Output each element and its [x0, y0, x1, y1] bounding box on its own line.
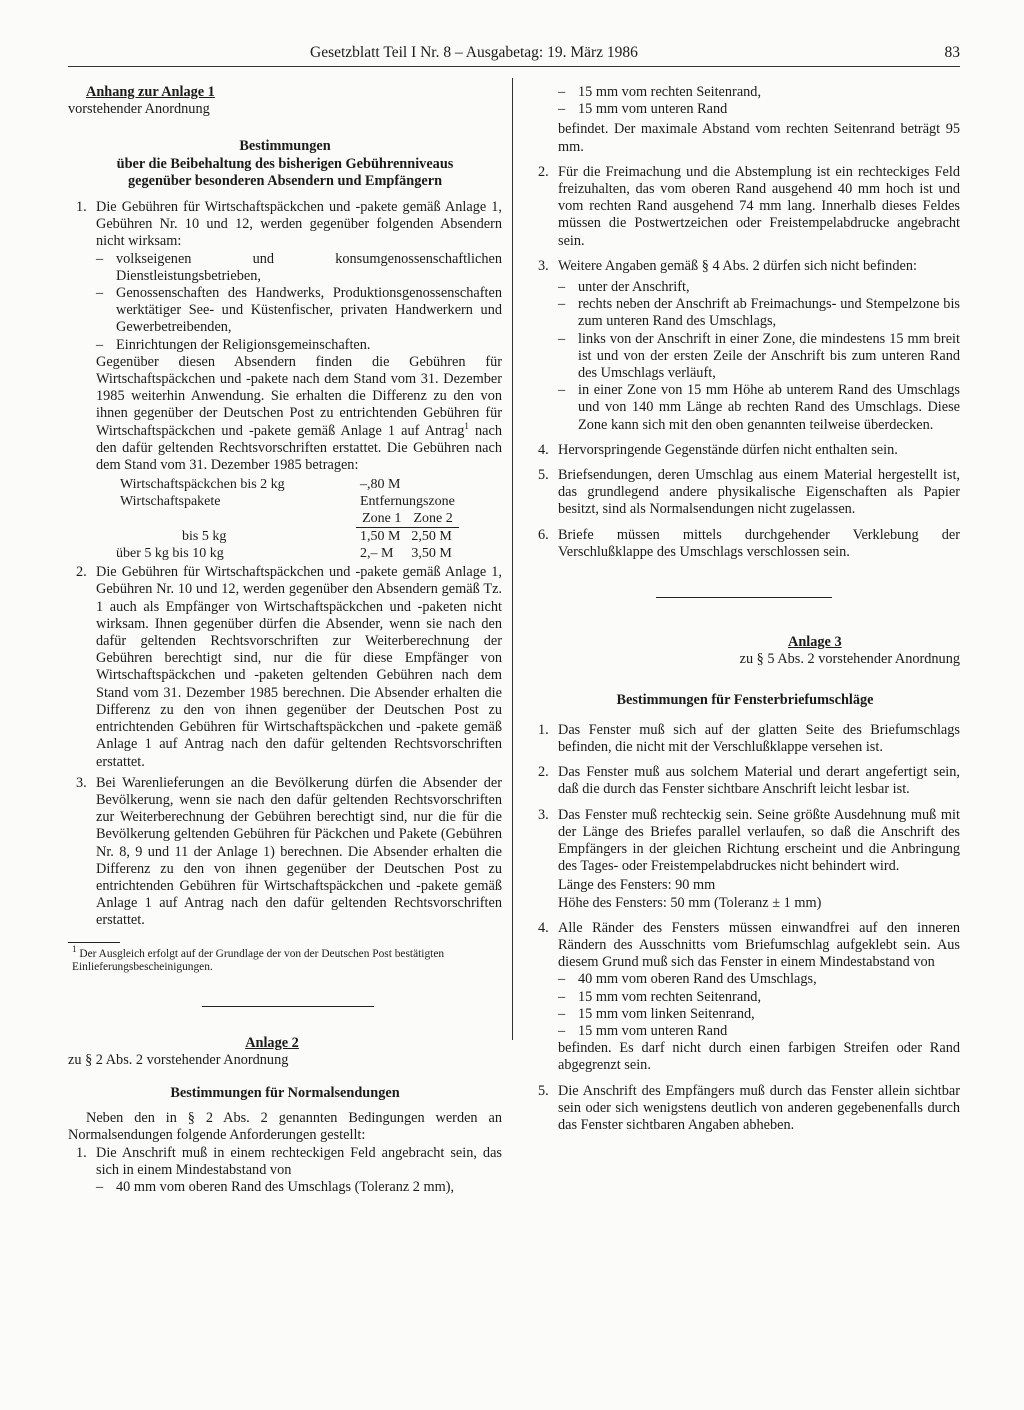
- section-separator: [202, 1006, 374, 1007]
- header-rule: [68, 66, 960, 67]
- left-column: [68, 84, 502, 1196]
- list-item: 3. Bei Warenlieferungen an die Bevölkerung dürfen die Absender der Bevölkerung, wenn sie nach den dafür geltenden Rechtsvorschriften zur Weiterberechnung der Gebühren berechtigt sind, nur die für die Bevölkerung geltenden Gebühren für Päckchen und Pakete (Gebühren Nr. 8, 9 und 11 der Anlage 1) berechnen. Die Absender erhalten die Differenz zu den von ihnen gegenüber der Deutschen Post zu entrichtenden Gebühren für Wirtschaftspäckchen und -pakete gemäß Anlage 1 auf Antrag nach den dafür geltenden Rechtsvorschriften erstattet.: [76, 774, 502, 929]
- table-row: [116, 493, 459, 510]
- dash-item: – unter der Anschrift,: [558, 279, 690, 296]
- page-header: [310, 44, 960, 68]
- table-cell: bis 5 kg: [182, 529, 227, 545]
- list-item: 2. Die Gebühren für Wirtschaftspäckchen und -pakete gemäß Anlage 1, Gebühren Nr. 10 und 12, werden gegenüber den Absendern gemäß Tz. 1 auch als Empfänger von Wirtschaftspäckchen und -paketen nicht wirksam. Ihnen gegenüber dürfen die Absender, wenn sie nach den dafür geltenden Rechtsvorschriften zur Weiterberechnung der Gebühren berechtigt sind, nur die für diese Empfänger von Wirtschaftspäckchen und -paketen geltenden Gebühren nach dem Stand vom 31. Dezember 1985 berechnen. Die Absender erhalten die Differenz zu den von ihnen gegenüber der Deutschen Post zu entrichtenden Gebühren für Wirtschaftspäckchen und -pakete gemäß Anlage 1 auf Antrag nach den dafür geltenden Rechtsvorschriften erstattet.: [76, 564, 502, 770]
- anlage2-heading: Bestimmungen für Normalsendungen: [170, 1084, 400, 1101]
- footnote-rule: [68, 942, 120, 943]
- anlage2-subtitle: zu § 2 Abs. 2 vorstehender Anordnung: [68, 1051, 289, 1068]
- column-divider: [512, 78, 513, 1040]
- list-item: 2. Für die Freimachung und die Abstemplung ist ein rechteckiges Feld freizuhalten, das vom oberen Rand ausgehend 40 mm hoch ist und vom rechten Rand ausgehend 74 mm lang. Innerhalb dieses Feldes müssen die Postwertzeichen oder Freistempelabdrucke angebracht sein.: [538, 163, 960, 249]
- dash-item: – 40 mm vom oberen Rand des Umschlags,: [558, 971, 817, 988]
- table-row: [116, 528, 459, 546]
- right-column: [530, 84, 960, 1134]
- list-item: 3. Das Fenster muß rechteckig sein. Seine größte Ausdehnung muß mit der Länge des Briefes parallel verlaufen, so daß die Anschrift des Empfängers in der gleichen Richtung erscheint und die Anbringung des Tages- oder Freistempelabdruckes nicht behindert wird.: [538, 806, 960, 875]
- anlage2-title: Anlage 2: [245, 1034, 299, 1051]
- footnote: $^1$ Der Ausgleich erfolgt auf der Grundlage der von der Deutschen Post bestätigten Einlieferungsbescheinigungen.: [72, 943, 445, 973]
- table-row: [116, 545, 459, 562]
- footnote-ref: 1: [464, 420, 469, 431]
- table-cell: Wirtschaftspakete: [120, 494, 221, 510]
- dash-item: – rechts neben der Anschrift ab Freimachungs- und Stempelzone bis zum unteren Rand des Umschlags,: [558, 296, 960, 330]
- anhang-title: Anhang zur Anlage 1: [86, 84, 215, 100]
- gazette-title: Gesetzblatt Teil I Nr. 8 – Ausgabetag: 19. März 1986: [310, 44, 638, 61]
- list-item: 1. Die Gebühren für Wirtschaftspäckchen und -pakete gemäß Anlage 1, Gebühren Nr. 10 und 12, werden gegenüber folgenden Absendern nicht wirksam:: [76, 199, 502, 250]
- fee-table: [116, 476, 459, 562]
- table-cell: 2,– M: [360, 546, 394, 562]
- section-heading-line-3: gegenüber besonderen Absendern und Empfängern: [127, 172, 443, 189]
- table-cell: 1,50 M: [360, 529, 401, 545]
- window-height: Höhe des Fensters: 50 mm (Toleranz ± 1 mm): [558, 894, 822, 911]
- list-item: 1. Das Fenster muß sich auf der glatten Seite des Briefumschlags befinden, die nicht mit der Verschlußklappe versehen ist.: [538, 721, 960, 755]
- page-number: 83: [944, 44, 960, 61]
- list-item: 4. Alle Ränder des Fensters müssen einwandfrei auf den inneren Rändern des Ausschnitts vom Briefumschlag aufgeklebt sein. Aus diesem Grund muß sich das Fenster in einem Mindestabstand von: [538, 919, 960, 971]
- anlage3-subtitle: zu § 5 Abs. 2 vorstehender Anordnung: [739, 651, 960, 668]
- dash-item: – 15 mm vom rechten Seitenrand,: [558, 84, 762, 100]
- item4-after: befinden. Es darf nicht durch einen farbigen Streifen oder Rand abgegrenzt sein.: [558, 1040, 960, 1074]
- table-row: [116, 510, 459, 528]
- table-header: Zone 1: [356, 510, 407, 528]
- dash-item: – 15 mm vom unteren Rand: [558, 101, 728, 118]
- item1-paragraph: Gegenüber diesen Absendern finden die Gebühren für Wirtschaftspäckchen und -pakete nach dem Stand vom 31. Dezember 1985 weiterhin Anwendung. Sie erhalten die Differenz zu den von ihnen gegenüber der Deutschen Post zu entrichtenden Gebühren für Wirtschaftspäckchen und -pakete gemäß Anlage 1 auf Antrag$^1$ nach den dafür geltenden Rechtsvorschriften erstattet. Die Gebühren nach dem Stand vom 31. Dezember 1985 betragen:: [96, 353, 502, 474]
- window-length: Länge des Fensters: 90 mm: [558, 877, 716, 894]
- dash-item: – 40 mm vom oberen Rand des Umschlags (Toleranz 2 mm),: [96, 1178, 455, 1195]
- list-item: 6. Briefe müssen mittels durchgehender Verklebung der Verschlußklappe des Umschlags verschlossen sein.: [538, 526, 960, 560]
- section-separator: [656, 597, 832, 598]
- anlage3-heading: Bestimmungen für Fensterbriefumschläge: [616, 692, 874, 709]
- list-item: 4. Hervorspringende Gegenstände dürfen nicht enthalten sein.: [538, 441, 898, 458]
- table-cell: über 5 kg bis 10 kg: [116, 546, 224, 562]
- list-item: 3. Weitere Angaben gemäß § 4 Abs. 2 dürfen sich nicht befinden:: [538, 257, 917, 274]
- table-cell: 3,50 M: [411, 546, 452, 562]
- dash-item: – volkseigenen und konsumgenossenschaftlichen Dienstleistungsbetrieben,: [96, 250, 502, 284]
- dash-item: – Genossenschaften des Handwerks, Produktionsgenossenschaften werktätiger See- und Küstenfischer, privaten Handwerkern und Gewerbetreibenden,: [96, 285, 502, 336]
- list-item: 1. Die Anschrift muß in einem rechteckigen Feld angebracht sein, das sich in einem Mindestabstand von: [76, 1144, 502, 1178]
- continuation-paragraph: befindet. Der maximale Abstand vom rechten Seitenrand beträgt 95 mm.: [558, 121, 960, 155]
- list-item: 5. Die Anschrift des Empfängers muß durch das Fenster allein sichtbar sein oder sich wenigstens deutlich von anderen gegebenenfalls durch das Fenster sichtbaren Angaben abheben.: [538, 1082, 960, 1133]
- section-heading-line-2: über die Beibehaltung des bisherigen Gebührenniveaus: [116, 155, 454, 172]
- dash-item: – 15 mm vom linken Seitenrand,: [558, 1005, 755, 1022]
- anhang-subtitle: vorstehender Anordnung: [68, 101, 210, 118]
- dash-item: – 15 mm vom unteren Rand: [558, 1022, 728, 1039]
- list-item: 5. Briefsendungen, deren Umschlag aus einem Material hergestellt ist, das grundlegend andere physikalische Eigenschaften als Papier besitzt, sind als Normalsendungen nicht zugelassen.: [538, 467, 960, 518]
- dash-item: – Einrichtungen der Religionsgemeinschaften.: [96, 336, 371, 353]
- table-header: Zone 2: [407, 510, 458, 528]
- dash-item: – in einer Zone von 15 mm Höhe ab unterem Rand des Umschlags und von 140 mm Länge ab rechten Rand des Umschlags. Diese Zone kann sich mit den oben genannten teilweise überdecken.: [558, 382, 960, 433]
- table-row: [116, 476, 459, 493]
- anlage2-intro: Neben den in § 2 Abs. 2 genannten Bedingungen werden an Normalsendungen folgende Anforderungen gestellt:: [68, 1110, 502, 1144]
- anlage3-title: Anlage 3: [788, 634, 842, 651]
- list-item: 2. Das Fenster muß aus solchem Material und derart angefertigt sein, daß die durch das Fenster sichtbare Anschrift leicht lesbar ist.: [538, 764, 960, 798]
- section-heading-line-1: Bestimmungen: [239, 138, 331, 155]
- table-cell: 2,50 M: [411, 529, 452, 545]
- table-cell: Entfernungszone: [360, 494, 455, 510]
- dash-item: – links von der Anschrift in einer Zone, die mindestens 15 mm breit ist und von der ersten Zeile der Anschrift bis zum unteren Rand des Umschlags verläuft,: [558, 330, 960, 382]
- table-cell: Wirtschaftspäckchen bis 2 kg: [120, 477, 285, 493]
- dash-item: – 15 mm vom rechten Seitenrand,: [558, 988, 762, 1005]
- table-cell: –,80 M: [360, 477, 401, 493]
